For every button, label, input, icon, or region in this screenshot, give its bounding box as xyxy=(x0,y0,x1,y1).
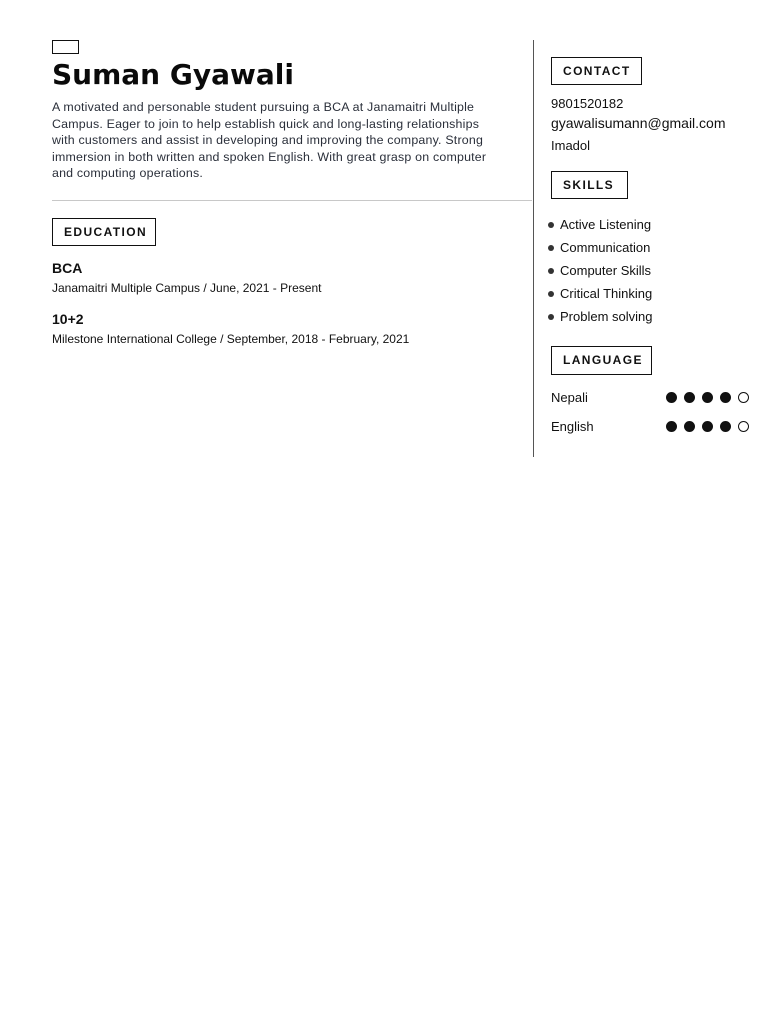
education-heading: EDUCATION xyxy=(52,218,156,246)
skill-item xyxy=(548,286,652,301)
skill-label: Active Listening xyxy=(560,217,652,232)
filled-dot-icon xyxy=(666,421,677,432)
skill-label: Critical Thinking xyxy=(560,286,653,301)
language-rating xyxy=(666,421,756,432)
bullet-icon xyxy=(548,245,554,251)
language-name: English xyxy=(551,419,594,434)
language-row xyxy=(551,390,751,408)
filled-dot-icon xyxy=(684,421,695,432)
header-divider xyxy=(52,200,532,201)
education-detail: Janamaitri Multiple Campus / June, 2021 - Present xyxy=(52,281,322,295)
skill-item xyxy=(548,309,653,324)
language-row xyxy=(551,419,751,437)
education-detail: Milestone International College / September, 2018 - February, 2021 xyxy=(52,332,410,346)
language-heading: LANGUAGE xyxy=(551,346,652,375)
language-name: Nepali xyxy=(551,390,588,405)
filled-dot-icon xyxy=(720,421,731,432)
filled-dot-icon xyxy=(684,392,695,403)
resume-header xyxy=(52,40,532,182)
skills-heading: SKILLS xyxy=(551,171,628,199)
skill-label: Communication xyxy=(560,240,651,255)
contact-email: gyawalisumann@gmail.com xyxy=(551,115,726,131)
profile-summary: A motivated and personable student pursuing a BCA at Janamaitri Multiple Campus. Eager to join to help establish quick and long-lasting relationships with customers and assist in developing and improving the company. Strong immersion in both written and spoken English. With great grasp on computer and computing operations. xyxy=(52,100,487,180)
column-divider xyxy=(533,40,534,457)
candidate-name: Suman Gyawali xyxy=(52,58,294,91)
education-item xyxy=(52,260,321,295)
contact-address: Imadol xyxy=(551,138,591,153)
skill-item xyxy=(548,240,650,255)
contact-heading: CONTACT xyxy=(551,57,642,85)
bullet-icon xyxy=(548,314,554,320)
language-rating xyxy=(666,392,756,403)
bullet-icon xyxy=(548,222,554,228)
filled-dot-icon xyxy=(720,392,731,403)
skill-item xyxy=(548,263,651,278)
empty-dot-icon xyxy=(738,421,749,432)
filled-dot-icon xyxy=(702,392,713,403)
contact-phone: 9801520182 xyxy=(551,96,624,111)
skill-label: Problem solving xyxy=(560,309,653,324)
bullet-icon xyxy=(548,268,554,274)
education-degree: BCA xyxy=(52,260,83,276)
empty-dot-icon xyxy=(738,392,749,403)
skill-label: Computer Skills xyxy=(560,263,652,278)
filled-dot-icon xyxy=(666,392,677,403)
filled-dot-icon xyxy=(702,421,713,432)
decorative-box xyxy=(52,40,79,54)
skill-item xyxy=(548,217,651,232)
bullet-icon xyxy=(548,291,554,297)
education-degree: 10+2 xyxy=(52,311,84,327)
education-item xyxy=(52,311,409,346)
